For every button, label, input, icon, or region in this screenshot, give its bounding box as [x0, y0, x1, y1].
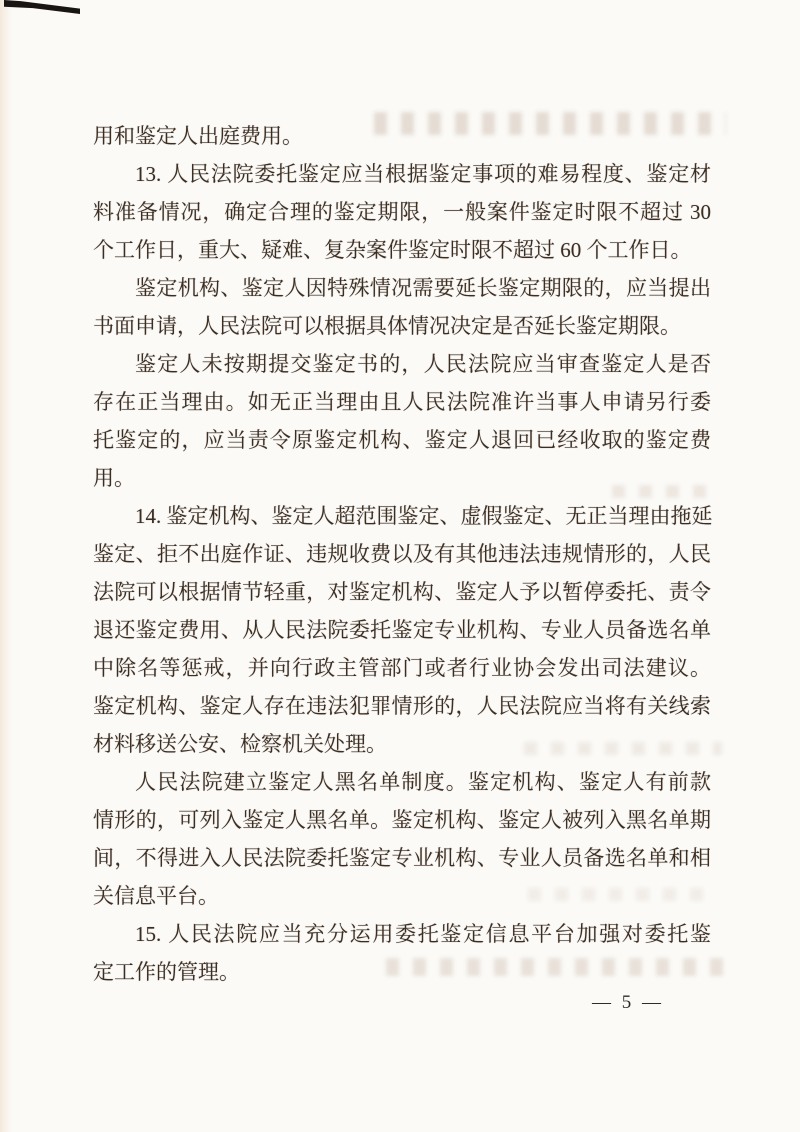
text-line: 法院可以根据情节轻重，对鉴定机构、鉴定人予以暂停委托、责令: [93, 580, 711, 604]
text-line: 中除名等惩戒，并向行政主管部门或者行业协会发出司法建议。: [93, 656, 711, 680]
text-line: 书面申请，人民法院可以根据具体情况决定是否延长鉴定期限。: [93, 314, 681, 338]
text-line: 情形的，可列入鉴定人黑名单。鉴定机构、鉴定人被列入黑名单期: [93, 808, 711, 832]
text-line: 人民法院建立鉴定人黑名单制度。鉴定机构、鉴定人有前款: [135, 770, 711, 794]
text-line: 13. 人民法院委托鉴定应当根据鉴定事项的难易程度、鉴定材: [135, 162, 711, 186]
text-line: 关信息平台。: [93, 884, 219, 908]
text-line: 托鉴定的，应当责令原鉴定机构、鉴定人退回已经收取的鉴定费: [93, 428, 711, 452]
scan-artifact-corner-mark: [4, 0, 80, 14]
text-line: 14. 鉴定机构、鉴定人超范围鉴定、虚假鉴定、无正当理由拖延: [135, 504, 713, 528]
text-line: 间，不得进入人民法院委托鉴定专业机构、专业人员备选名单和相: [93, 846, 711, 870]
text-line: 用和鉴定人出庭费用。: [93, 124, 303, 148]
text-line: 个工作日，重大、疑难、复杂案件鉴定时限不超过 60 个工作日。: [93, 238, 692, 262]
text-line: 存在正当理由。如无正当理由且人民法院准许当事人申请另行委: [93, 390, 711, 414]
scan-edge-shading: [0, 0, 12, 1132]
text-line: 退还鉴定费用、从人民法院委托鉴定专业机构、专业人员备选名单: [93, 618, 711, 642]
page-number: — 5 —: [592, 992, 664, 1013]
text-line: 鉴定机构、鉴定人存在违法犯罪情形的，人民法院应当将有关线索: [93, 694, 711, 718]
text-line: 15. 人民法院应当充分运用委托鉴定信息平台加强对委托鉴: [135, 922, 711, 946]
text-line: 用。: [93, 466, 135, 490]
text-line: 鉴定、拒不出庭作证、违规收费以及有其他违法违规情形的，人民: [93, 542, 711, 566]
text-line: 鉴定机构、鉴定人因特殊情况需要延长鉴定期限的，应当提出: [135, 276, 711, 300]
text-line: 料准备情况，确定合理的鉴定期限，一般案件鉴定时限不超过 30: [93, 200, 711, 224]
text-line: 定工作的管理。: [93, 960, 240, 984]
text-line: 材料移送公安、检察机关处理。: [93, 732, 387, 756]
document-body: [93, 117, 711, 991]
text-line: 鉴定人未按期提交鉴定书的，人民法院应当审查鉴定人是否: [135, 352, 711, 376]
